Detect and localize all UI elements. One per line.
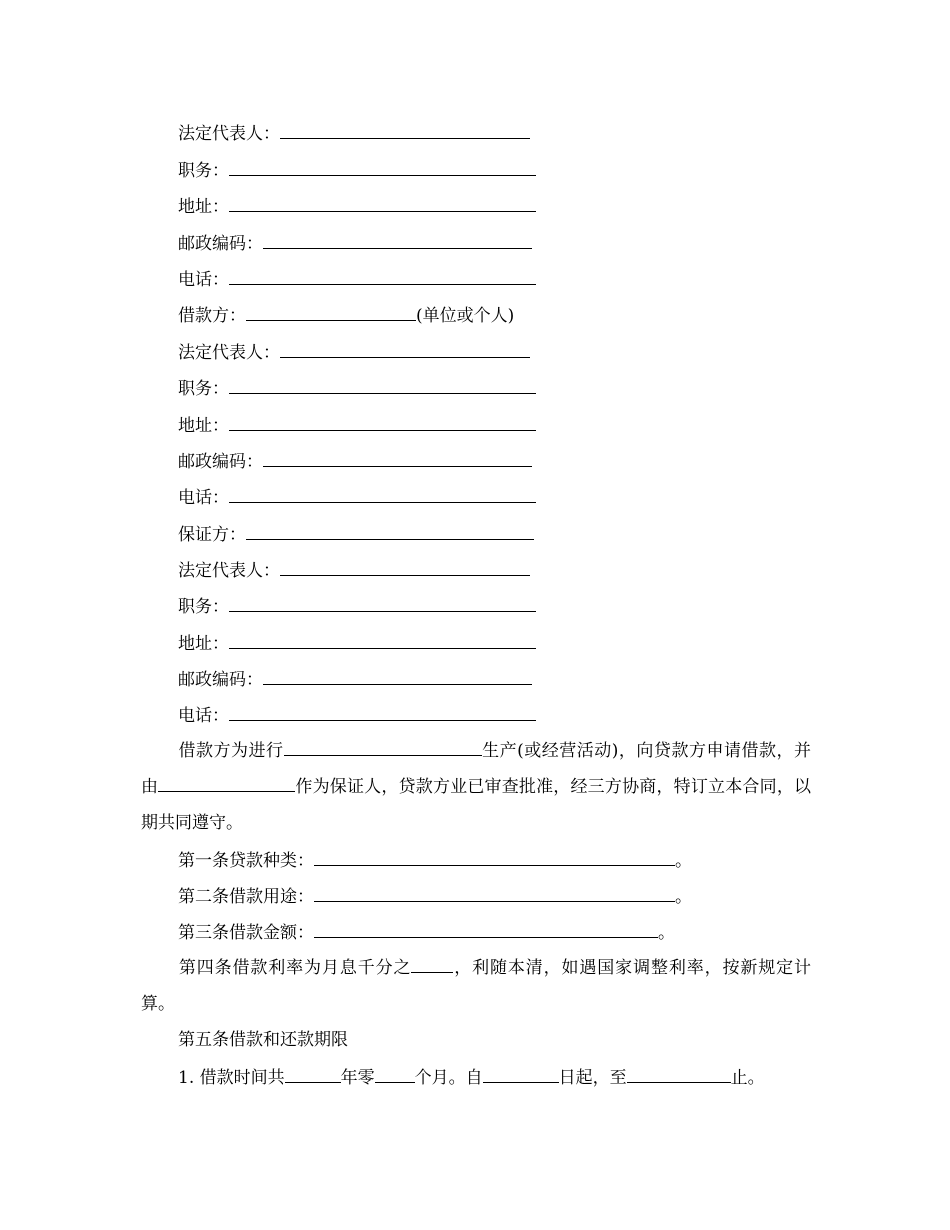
borrower-position-row [178, 375, 536, 399]
article-2-end: 。 [675, 887, 692, 907]
lender-legal-rep-field[interactable] [280, 120, 530, 139]
guarantor-legal-rep-row [178, 557, 530, 581]
article-4-text-2: ，利随本清，如遇国家调整利率，按新规定计算。 [141, 958, 812, 1014]
lender-postcode-field[interactable] [263, 230, 532, 249]
period-start-field[interactable] [483, 1064, 559, 1083]
borrower-address-label: 地址： [178, 416, 229, 436]
guarantor-legal-rep-field[interactable] [280, 557, 530, 576]
borrower-postcode-row [178, 448, 532, 472]
borrower-address-row [178, 412, 536, 436]
article-3 [178, 919, 675, 945]
period-years-field[interactable] [285, 1064, 341, 1083]
period-text-5: 止。 [730, 1068, 765, 1088]
lender-position-label: 职务： [178, 161, 229, 181]
guarantor-position-row [178, 593, 536, 617]
borrower-legal-rep-row [178, 339, 530, 363]
guarantor-address-row [178, 630, 536, 654]
article-1 [178, 847, 692, 873]
period-text-2: 年零 [340, 1068, 375, 1088]
lender-legal-rep-row [178, 120, 530, 144]
loan-amount-field[interactable] [314, 919, 658, 938]
guarantor-address-field[interactable] [229, 630, 536, 649]
guarantor-postcode-row [178, 666, 532, 690]
lender-phone-label: 电话： [178, 270, 229, 290]
guarantor-legal-rep-label: 法定代表人： [178, 561, 280, 581]
borrower-row [178, 302, 514, 326]
guarantor-phone-label: 电话： [178, 706, 229, 726]
lender-phone-field[interactable] [229, 266, 536, 285]
intro-paragraph [141, 733, 811, 841]
lender-postcode-label: 邮政编码： [178, 234, 263, 254]
article-4 [141, 950, 811, 1022]
borrower-address-field[interactable] [229, 412, 536, 431]
guarantor-position-label: 职务： [178, 597, 229, 617]
article-2-label: 第二条借款用途： [178, 887, 314, 907]
guarantor-postcode-label: 邮政编码： [178, 670, 263, 690]
borrower-postcode-field[interactable] [263, 448, 532, 467]
intro-text-2: 生产(或经营活动)，向贷款方申请借款，并由 [141, 741, 812, 797]
borrower-phone-row [178, 484, 536, 508]
borrower-field[interactable] [246, 302, 416, 321]
borrower-phone-field[interactable] [229, 484, 536, 503]
lender-address-row [178, 193, 536, 217]
borrower-phone-label: 电话： [178, 488, 229, 508]
borrower-position-label: 职务： [178, 379, 229, 399]
article-3-label: 第三条借款金额： [178, 923, 314, 943]
article-3-end: 。 [658, 923, 675, 943]
period-text-1: 1. 借款时间共 [178, 1068, 285, 1088]
production-field[interactable] [284, 737, 482, 756]
borrower-legal-rep-field[interactable] [280, 339, 530, 358]
lender-address-field[interactable] [229, 193, 536, 212]
guarantor-row [178, 521, 534, 545]
guarantor-phone-field[interactable] [229, 702, 536, 721]
guarantor-address-label: 地址： [178, 634, 229, 654]
interest-rate-field[interactable] [411, 954, 453, 973]
loan-type-field[interactable] [314, 847, 675, 866]
period-end-field[interactable] [627, 1064, 731, 1083]
article-1-end: 。 [675, 851, 692, 871]
guarantor-field[interactable] [246, 521, 534, 540]
lender-address-label: 地址： [178, 197, 229, 217]
period-text-4: 日起，至 [558, 1068, 627, 1088]
period-months-field[interactable] [375, 1064, 415, 1083]
guarantor-name-field[interactable] [158, 773, 295, 792]
article-4-text-1: 第四条借款利率为月息千分之 [178, 958, 412, 978]
intro-text-1: 借款方为进行 [178, 741, 284, 761]
intro-text-3: 作为保证人，贷款方业已审查批准，经三方协商，特订立本合同，以期共同遵守。 [141, 777, 812, 833]
guarantor-label: 保证方： [178, 525, 246, 545]
loan-period-row [178, 1064, 765, 1090]
lender-legal-rep-label: 法定代表人： [178, 124, 280, 144]
lender-position-field[interactable] [229, 157, 536, 176]
guarantor-position-field[interactable] [229, 593, 536, 612]
lender-phone-row [178, 266, 536, 290]
borrower-postcode-label: 邮政编码： [178, 452, 263, 472]
article-2 [178, 883, 692, 909]
article-5 [178, 1028, 348, 1052]
borrower-note: (单位或个人) [416, 306, 515, 326]
lender-position-row [178, 157, 536, 181]
period-text-3: 个月。自 [414, 1068, 483, 1088]
article-5-label: 第五条借款和还款期限 [178, 1030, 348, 1050]
loan-purpose-field[interactable] [314, 883, 675, 902]
guarantor-postcode-field[interactable] [263, 666, 532, 685]
lender-postcode-row [178, 230, 532, 254]
borrower-legal-rep-label: 法定代表人： [178, 343, 280, 363]
borrower-position-field[interactable] [229, 375, 536, 394]
guarantor-phone-row [178, 702, 536, 726]
article-1-label: 第一条贷款种类： [178, 851, 314, 871]
borrower-label: 借款方： [178, 306, 246, 326]
